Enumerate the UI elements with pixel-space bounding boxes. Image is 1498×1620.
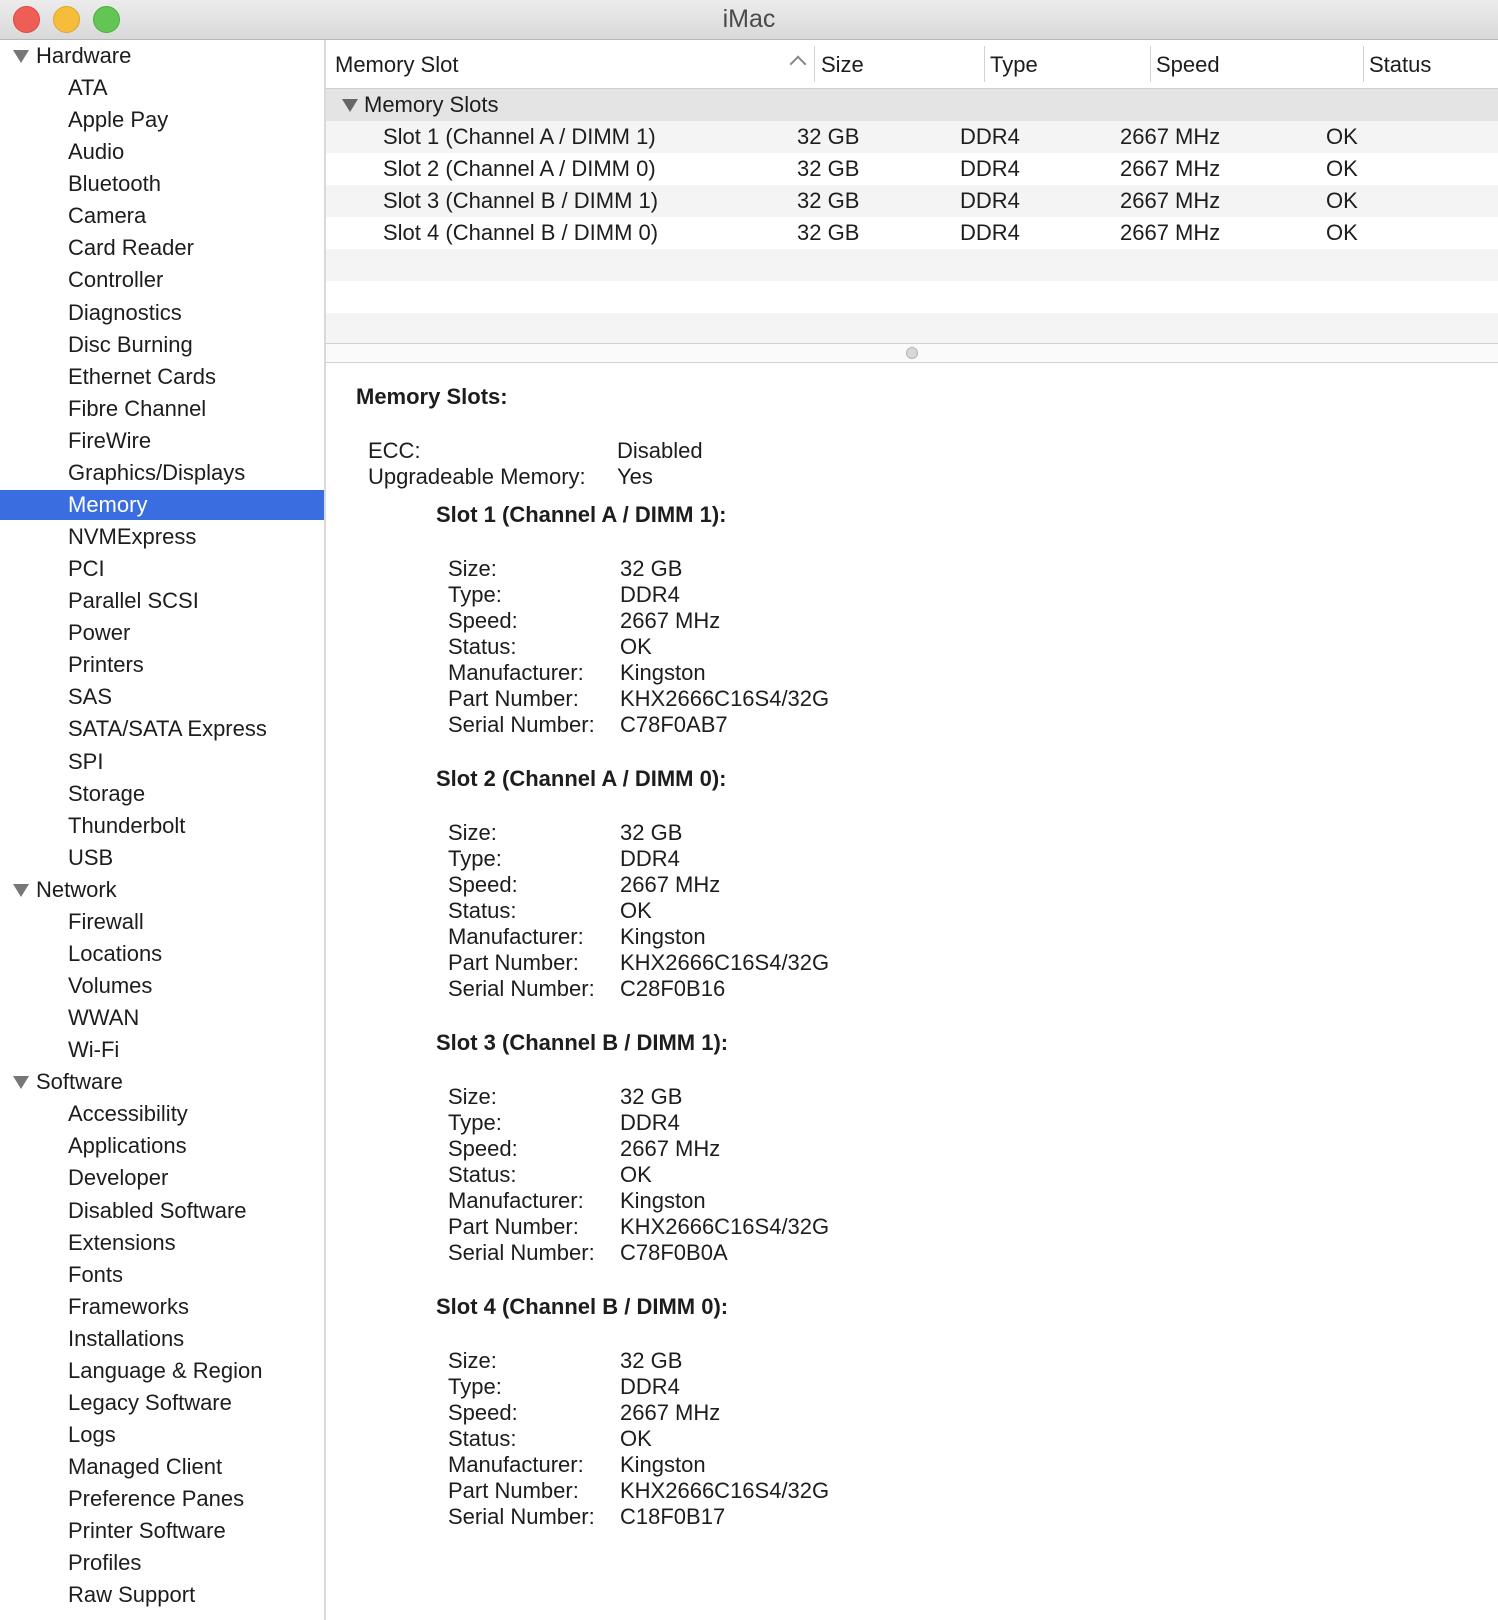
field-label: Serial Number: (448, 712, 595, 737)
sidebar-item-label: Locations (68, 940, 163, 966)
sort-ascending-icon (790, 56, 807, 73)
field-value: KHX2666C16S4/32G (620, 1214, 830, 1239)
field-label: Serial Number: (448, 976, 595, 1001)
sidebar-item-preference-panes[interactable] (0, 1484, 324, 1514)
group-label: Memory Slots (364, 92, 499, 117)
sidebar-category-network[interactable] (0, 875, 324, 905)
sidebar-item-label: Profiles (68, 1550, 142, 1576)
field-label: Status: (448, 1426, 517, 1451)
field-label: Type: (448, 846, 502, 871)
sidebar-item-ethernet-cards[interactable] (0, 362, 324, 392)
field-label: Part Number: (448, 1214, 579, 1239)
sidebar-item-label: Card Reader (68, 235, 194, 261)
column-header-speed[interactable]: Speed (1156, 52, 1220, 77)
sidebar-item-graphics-displays[interactable] (0, 458, 324, 488)
slot-detail-title: Slot 3 (Channel B / DIMM 1): (436, 1030, 729, 1055)
sidebar-item-label: Audio (68, 139, 125, 165)
cell-status: OK (1326, 220, 1358, 245)
field-label: Manufacturer: (448, 1188, 584, 1213)
sidebar-item-label: Thunderbolt (68, 812, 186, 838)
sidebar-item-label: Extensions (68, 1229, 176, 1255)
field-value: 2667 MHz (620, 608, 721, 633)
sidebar-item-usb[interactable] (0, 843, 324, 873)
table-row[interactable] (326, 121, 1498, 153)
disclosure-triangle-icon[interactable] (342, 99, 358, 112)
sidebar-item-label: Legacy Software (68, 1389, 232, 1415)
sidebar-item-profiles[interactable] (0, 1548, 324, 1578)
sidebar-item-developer[interactable] (0, 1163, 324, 1193)
field-value: DDR4 (620, 582, 680, 607)
sidebar-item-label: Frameworks (68, 1293, 190, 1319)
sidebar (0, 40, 326, 1620)
window-title: iMac (722, 5, 776, 33)
field-label: Type: (448, 1110, 502, 1135)
cell-size: 32 GB (797, 220, 860, 245)
field-value: OK (620, 634, 652, 659)
field-value: C78F0AB7 (620, 712, 728, 737)
column-separator[interactable] (984, 46, 985, 82)
sidebar-item-disabled-software[interactable] (0, 1196, 324, 1226)
sidebar-item-installations[interactable] (0, 1324, 324, 1354)
field-label: Part Number: (448, 686, 579, 711)
sidebar-item-label: SAS (68, 684, 113, 710)
sidebar-item-camera[interactable] (0, 201, 324, 231)
sidebar-item-nvmexpress[interactable] (0, 522, 324, 552)
sidebar-item-ata[interactable] (0, 73, 324, 103)
field-label: Status: (448, 898, 517, 923)
sidebar-category-software[interactable] (0, 1067, 324, 1097)
sidebar-item-label: Applications (68, 1133, 187, 1159)
sidebar-item-label: Managed Client (68, 1454, 223, 1480)
sidebar-item-pci[interactable] (0, 554, 324, 584)
slot-detail-title: Slot 1 (Channel A / DIMM 1): (436, 502, 727, 527)
table-header (326, 40, 1498, 89)
table-row[interactable] (326, 153, 1498, 185)
sidebar-item-bluetooth[interactable] (0, 169, 324, 199)
disclosure-triangle-icon[interactable] (13, 884, 29, 897)
sidebar-item-printer-software[interactable] (0, 1516, 324, 1546)
cell-type: DDR4 (960, 220, 1020, 245)
field-value: Kingston (620, 660, 706, 685)
sidebar-item-label: Fibre Channel (68, 395, 207, 421)
summary-value: Yes (617, 464, 653, 489)
sidebar-item-wwan[interactable] (0, 1003, 324, 1033)
slot-detail-title: Slot 2 (Channel A / DIMM 0): (436, 766, 727, 791)
sidebar-item-audio[interactable] (0, 137, 324, 167)
field-value: DDR4 (620, 846, 680, 871)
sidebar-item-label: Apple Pay (68, 107, 169, 133)
cell-speed: 2667 MHz (1120, 220, 1221, 245)
empty-row (326, 313, 1498, 345)
sidebar-item-thunderbolt[interactable] (0, 811, 324, 841)
column-header-type[interactable]: Type (990, 52, 1038, 77)
sidebar-item-label: Disc Burning (68, 331, 193, 357)
field-label: Speed: (448, 872, 518, 897)
column-header-size[interactable]: Size (821, 52, 864, 77)
sidebar-item-label: WWAN (68, 1005, 140, 1031)
sidebar-item-applications[interactable] (0, 1131, 324, 1161)
sidebar-item-label: SPI (68, 748, 104, 774)
sidebar-item-label: FireWire (68, 427, 152, 453)
sidebar-item-label: Installations (68, 1325, 185, 1351)
field-label: Speed: (448, 1400, 518, 1425)
column-separator[interactable] (1150, 46, 1151, 82)
sidebar-category-hardware[interactable] (0, 41, 324, 71)
sidebar-item-label: NVMExpress (68, 524, 197, 550)
field-value: C78F0B0A (620, 1240, 728, 1265)
empty-row (326, 281, 1498, 313)
field-value: 32 GB (620, 556, 683, 581)
sidebar-item-parallel-scsi[interactable] (0, 586, 324, 616)
detail-pane (326, 362, 1498, 1620)
cell-slot: Slot 3 (Channel B / DIMM 1) (383, 188, 659, 213)
field-label: Size: (448, 556, 497, 581)
field-value: DDR4 (620, 1374, 680, 1399)
field-value: 2667 MHz (620, 1400, 721, 1425)
sidebar-item-label: Network (36, 876, 117, 902)
sidebar-item-label: Controller (68, 267, 164, 293)
summary-value: Disabled (617, 438, 703, 463)
sidebar-item-managed-client[interactable] (0, 1452, 324, 1482)
field-value: Kingston (620, 1188, 706, 1213)
sidebar-item-label: Logs (68, 1422, 116, 1447)
title-bar (0, 0, 1498, 40)
detail-heading: Memory Slots: (356, 384, 508, 409)
cell-speed: 2667 MHz (1120, 156, 1221, 181)
cell-type: DDR4 (960, 124, 1020, 149)
summary-label: Upgradeable Memory: (368, 464, 586, 489)
sidebar-item-label: Printer Software (68, 1518, 226, 1544)
sidebar-item-controller[interactable] (0, 265, 324, 295)
sidebar-item-accessibility[interactable] (0, 1099, 324, 1129)
field-value: 2667 MHz (620, 1136, 721, 1161)
sidebar-item-label: Hardware (36, 43, 132, 68)
cell-slot: Slot 2 (Channel A / DIMM 0) (383, 156, 656, 181)
cell-type: DDR4 (960, 156, 1020, 181)
cell-type: DDR4 (960, 188, 1020, 213)
table-row[interactable] (326, 217, 1498, 249)
field-label: Part Number: (448, 1478, 579, 1503)
sidebar-item-extensions[interactable] (0, 1228, 324, 1258)
sidebar-item-apple-pay[interactable] (0, 105, 324, 135)
field-value: C18F0B17 (620, 1504, 726, 1529)
sidebar-item-label: Disabled Software (68, 1197, 247, 1223)
sidebar-item-label: Diagnostics (68, 299, 182, 325)
group-row-memory-slots[interactable] (326, 89, 1498, 121)
field-value: OK (620, 1426, 652, 1451)
sidebar-item-locations[interactable] (0, 939, 324, 969)
sidebar-item-language-region[interactable] (0, 1356, 324, 1386)
sidebar-item-label: Language & Region (68, 1357, 263, 1383)
field-label: Size: (448, 820, 497, 845)
field-label: Speed: (448, 1136, 518, 1161)
field-label: Manufacturer: (448, 924, 584, 949)
cell-status: OK (1326, 124, 1358, 149)
sidebar-item-firewire[interactable] (0, 426, 324, 456)
field-label: Type: (448, 582, 502, 607)
sidebar-item-label: Graphics/Displays (68, 459, 246, 485)
disclosure-triangle-icon[interactable] (13, 1076, 29, 1089)
summary-label: ECC: (368, 438, 421, 463)
field-label: Part Number: (448, 950, 579, 975)
sidebar-item-label: Software (36, 1069, 123, 1095)
sidebar-item-label: Camera (68, 203, 147, 229)
split-view-divider[interactable] (326, 343, 1498, 363)
sidebar-item-fibre-channel[interactable] (0, 394, 324, 424)
sidebar-item-fonts[interactable] (0, 1260, 324, 1290)
field-label: Status: (448, 634, 517, 659)
sidebar-item-label: PCI (68, 556, 105, 582)
sidebar-item-sas[interactable] (0, 682, 324, 712)
sidebar-item-label: Printers (68, 652, 144, 678)
field-value: 32 GB (620, 1084, 683, 1109)
sidebar-item-label: ATA (68, 75, 108, 101)
column-header-status[interactable]: Status (1369, 52, 1432, 77)
field-value: Kingston (620, 924, 706, 949)
sidebar-item-legacy-software[interactable] (0, 1388, 324, 1418)
field-label: Serial Number: (448, 1504, 595, 1529)
sidebar-item-storage[interactable] (0, 779, 324, 809)
field-value: KHX2666C16S4/32G (620, 686, 830, 711)
field-value: KHX2666C16S4/32G (620, 1478, 830, 1503)
cell-speed: 2667 MHz (1120, 124, 1221, 149)
sidebar-item-label: SATA/SATA Express (68, 716, 267, 742)
sidebar-item-label: Preference Panes (68, 1486, 245, 1512)
sidebar-item-label: Developer (68, 1165, 169, 1191)
sidebar-item-firewall[interactable] (0, 907, 324, 937)
field-value: C28F0B16 (620, 976, 726, 1001)
sidebar-item-spi[interactable] (0, 747, 324, 777)
cell-slot: Slot 4 (Channel B / DIMM 0) (383, 220, 659, 245)
sidebar-item-label: Power (68, 620, 131, 646)
field-value: OK (620, 898, 652, 923)
sidebar-item-label: Raw Support (68, 1582, 196, 1608)
sidebar-item-power[interactable] (0, 618, 324, 648)
sidebar-item-raw-support[interactable] (0, 1580, 324, 1610)
field-value: DDR4 (620, 1110, 680, 1135)
sidebar-item-label: Parallel SCSI (68, 588, 199, 614)
disclosure-triangle-icon[interactable] (13, 50, 29, 63)
cell-status: OK (1326, 188, 1358, 213)
field-value: 2667 MHz (620, 872, 721, 897)
field-value: Kingston (620, 1452, 706, 1477)
column-header-memory-slot[interactable]: Memory Slot (335, 52, 459, 77)
cell-size: 32 GB (797, 188, 860, 213)
empty-row (326, 249, 1498, 281)
sidebar-item-label: Bluetooth (68, 171, 161, 197)
cell-slot: Slot 1 (Channel A / DIMM 1) (383, 124, 656, 149)
field-value: 32 GB (620, 820, 683, 845)
sidebar-item-memory[interactable] (0, 490, 324, 520)
table-row[interactable] (326, 185, 1498, 217)
sidebar-item-label: Memory (68, 491, 148, 517)
sidebar-item-diagnostics[interactable] (0, 298, 324, 328)
sidebar-item-label: Wi-Fi (68, 1037, 120, 1063)
cell-speed: 2667 MHz (1120, 188, 1221, 213)
sidebar-item-label: Storage (68, 780, 146, 806)
field-label: Serial Number: (448, 1240, 595, 1265)
sidebar-item-label: Firewall (68, 908, 144, 934)
slot-detail-title: Slot 4 (Channel B / DIMM 0): (436, 1294, 729, 1319)
field-label: Size: (448, 1348, 497, 1373)
column-separator[interactable] (814, 46, 815, 82)
sidebar-item-label: Accessibility (68, 1101, 188, 1127)
field-label: Manufacturer: (448, 660, 584, 685)
sidebar-item-wi-fi[interactable] (0, 1035, 324, 1065)
sidebar-item-sata-sata-express[interactable] (0, 714, 324, 744)
sidebar-item-volumes[interactable] (0, 971, 324, 1001)
sidebar-item-label: Volumes (68, 973, 153, 999)
divider-handle-icon[interactable] (906, 347, 918, 359)
sidebar-item-frameworks[interactable] (0, 1292, 324, 1322)
field-label: Type: (448, 1374, 502, 1399)
sidebar-item-label: Fonts (68, 1261, 124, 1287)
sidebar-item-disc-burning[interactable] (0, 330, 324, 360)
cell-size: 32 GB (797, 124, 860, 149)
sidebar-item-printers[interactable] (0, 650, 324, 680)
field-value: OK (620, 1162, 652, 1187)
sidebar-item-label: USB (68, 844, 114, 870)
field-label: Speed: (448, 608, 518, 633)
field-label: Size: (448, 1084, 497, 1109)
cell-size: 32 GB (797, 156, 860, 181)
memory-table (326, 40, 1498, 345)
cell-status: OK (1326, 156, 1358, 181)
column-separator[interactable] (1363, 46, 1364, 82)
field-label: Status: (448, 1162, 517, 1187)
sidebar-item-card-reader[interactable] (0, 233, 324, 263)
sidebar-item-label: Ethernet Cards (68, 363, 216, 389)
field-value: KHX2666C16S4/32G (620, 950, 830, 975)
sidebar-item-logs[interactable] (0, 1420, 324, 1450)
field-value: 32 GB (620, 1348, 683, 1373)
field-label: Manufacturer: (448, 1452, 584, 1477)
